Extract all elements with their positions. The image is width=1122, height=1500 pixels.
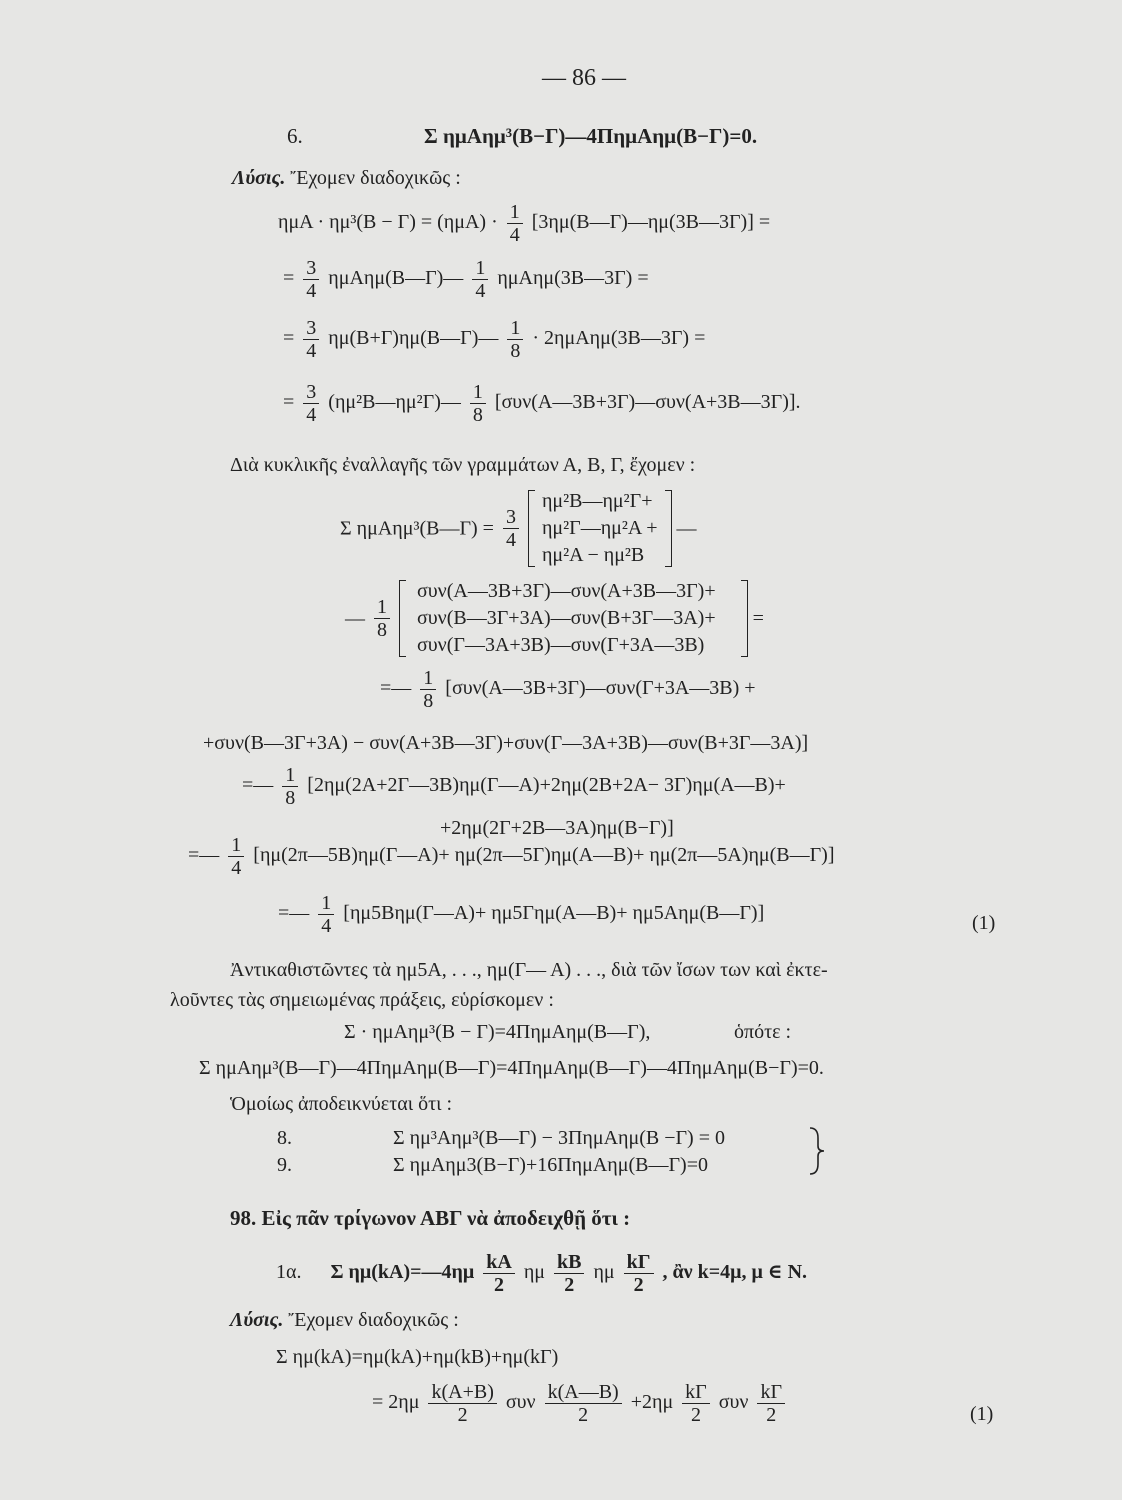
- item-number: 9.: [277, 1154, 292, 1176]
- equation-12: Σ ημΑημ³(Β—Γ)—4ΠημΑημ(Β—Γ)=4ΠημΑημ(Β—Γ)—4ΠημΑημ(Β−Γ)=0.: [199, 1057, 824, 1079]
- equation-2: = $\frac{3}{4}$ ημΑημ(Β—Γ)— $\frac{1}{4}$ ημΑημ(3Β—3Γ) =: [283, 257, 649, 302]
- equation-1: [278, 202, 770, 245]
- solution-line: Λύσις. Ἔχομεν διαδοχικῶς :: [230, 1309, 459, 1331]
- equation-11: Σ · ημΑημ³(Β − Γ)=4ΠημΑημ(Β—Γ),: [344, 1021, 651, 1043]
- equation-11-note: ὁπότε :: [734, 1021, 792, 1043]
- equation-tag: (1): [970, 1403, 994, 1425]
- item-formula: Σ ημΑημ3(Β−Γ)+16ΠημΑημ(Β—Γ)=0: [393, 1154, 708, 1176]
- equation-9: =— $\frac{1}{4}$ [ημ(2π—5Β)ημ(Γ—Α)+ ημ(2π—5Γ)ημ(Α—Β)+ ημ(2π—5Α)ημ(Β—Γ)]: [188, 834, 835, 879]
- bracket-stack: ημ²Β—ημ²Γ+ ημ²Γ—ημ²Α + ημ²Α − ημ²Β: [528, 488, 672, 569]
- sum-1: Σ ημΑημ³(Β—Γ) = $\frac{3}{4}$ ημ²Β—ημ²Γ+ ημ²Γ—ημ²Α + ημ²Α − ημ²Β —: [340, 488, 697, 569]
- item-number: 8.: [277, 1127, 292, 1149]
- cyclic-text: Διὰ κυκλικῆς ἐναλλαγῆς τῶν γραμμάτων Α, Β, Γ, ἔχομεν :: [230, 454, 696, 476]
- equation-5: =— $\frac{1}{8}$ [συν(Α—3Β+3Γ)—συν(Γ+3Α—3Β) +: [380, 667, 756, 712]
- exercise-number: 6.: [287, 124, 303, 148]
- equation-7: =— $\frac{1}{8}$ [2ημ(2Α+2Γ—3Β)ημ(Γ—Α)+2ημ(2Β+2Α− 3Γ)ημ(Α—Β)+: [242, 764, 786, 809]
- equation-13: Σ ημ(kΑ)=ημ(kΑ)+ημ(kΒ)+ημ(kΓ): [276, 1346, 559, 1368]
- paragraph-line: λοῦντες τὰς σημειωμένας πράξεις, εὑρίσκομεν :: [170, 989, 554, 1011]
- paragraph-line: Ἀντικαθιστῶντες τὰ ημ5Α, . . ., ημ(Γ— Α) . . ., διὰ τῶν ἴσων των καὶ ἐκτε-: [230, 959, 828, 981]
- equation-4: = $\frac{3}{4}$ (ημ²Β—ημ²Γ)— $\frac{1}{8}$ [συν(Α—3Β+3Γ)—συν(Α+3Β—3Γ)].: [283, 381, 801, 426]
- eq-left: ημΑ · ημ³(Β − Γ) = (ημΑ) ·: [278, 211, 498, 234]
- eq-right: [3ημ(Β—Γ)—ημ(3Β—3Γ)] =: [531, 211, 771, 234]
- page-number: — 86 —: [542, 65, 626, 91]
- solution-line: [232, 168, 461, 188]
- bracket-stack: συν(Α—3Β+3Γ)—συν(Α+3Β—3Γ)+ συν(Β—3Γ+3Α)—συν(Β+3Γ—3Α)+ συν(Γ—3Α+3Β)—συν(Γ+3Α—3Β): [399, 578, 748, 659]
- similarly-text: Ὁμοίως ἀποδεικνύεται ὅτι :: [230, 1093, 453, 1115]
- sum-2: — $\frac{1}{8}$ συν(Α—3Β+3Γ)—συν(Α+3Β—3Γ)+ συν(Β—3Γ+3Α)—συν(Β+3Γ—3Α)+ συν(Γ—3Α+3Β)—συν(Γ+3Α—3Β) =: [345, 578, 764, 659]
- item-1a: 1α. Σ ημ(kΑ)=—4ημ $\frac{kA}{2}$ ημ $\frac{kB}{2}$ ημ $\frac{k\Gamma}{2}$ , ἂν k=4μ, μ ∈ Ν.: [276, 1251, 808, 1296]
- solution-label: Λύσις.: [232, 167, 286, 189]
- exercise-formula: Σ ημΑημ³(Β−Γ)—4ΠημΑημ(Β−Γ)=0.: [424, 124, 758, 148]
- equation-14: = 2ημ $\frac{k(A+B)}{2}$ συν $\frac{k(A—B)}{2}$ +2ημ $\frac{k\Gamma}{2}$ συν $\frac{k\Gamma}{2}$: [372, 1382, 789, 1425]
- equation-10: =— $\frac{1}{4}$ [ημ5Βημ(Γ—Α)+ ημ5Γημ(Α—Β)+ ημ5Αημ(Β—Γ)]: [278, 892, 765, 937]
- equation-tag: (1): [972, 912, 996, 934]
- right-brace: [806, 1126, 828, 1176]
- equation-8: +2ημ(2Γ+2Β—3Α)ημ(Β−Γ)]: [440, 817, 674, 839]
- item-formula: Σ ημ³Αημ³(Β—Γ) − 3ΠημΑημ(Β −Γ) = 0: [393, 1127, 725, 1149]
- solution-intro: Ἔχομεν διαδοχικῶς :: [290, 167, 461, 189]
- equation-3: = $\frac{3}{4}$ ημ(Β+Γ)ημ(Β—Γ)— $\frac{1}{8}$ · 2ημΑημ(3Β—3Γ) =: [283, 317, 706, 362]
- equation-6: +συν(Β—3Γ+3Α) − συν(Α+3Β—3Γ)+συν(Γ—3Α+3Β)—συν(Β+3Γ—3Α)]: [203, 732, 809, 754]
- fraction: $\frac{1}{4}$: [507, 202, 523, 245]
- section-heading: 98. Εἰς πᾶν τρίγωνον ΑΒΓ νὰ ἀποδειχθῇ ὅτι :: [230, 1206, 631, 1230]
